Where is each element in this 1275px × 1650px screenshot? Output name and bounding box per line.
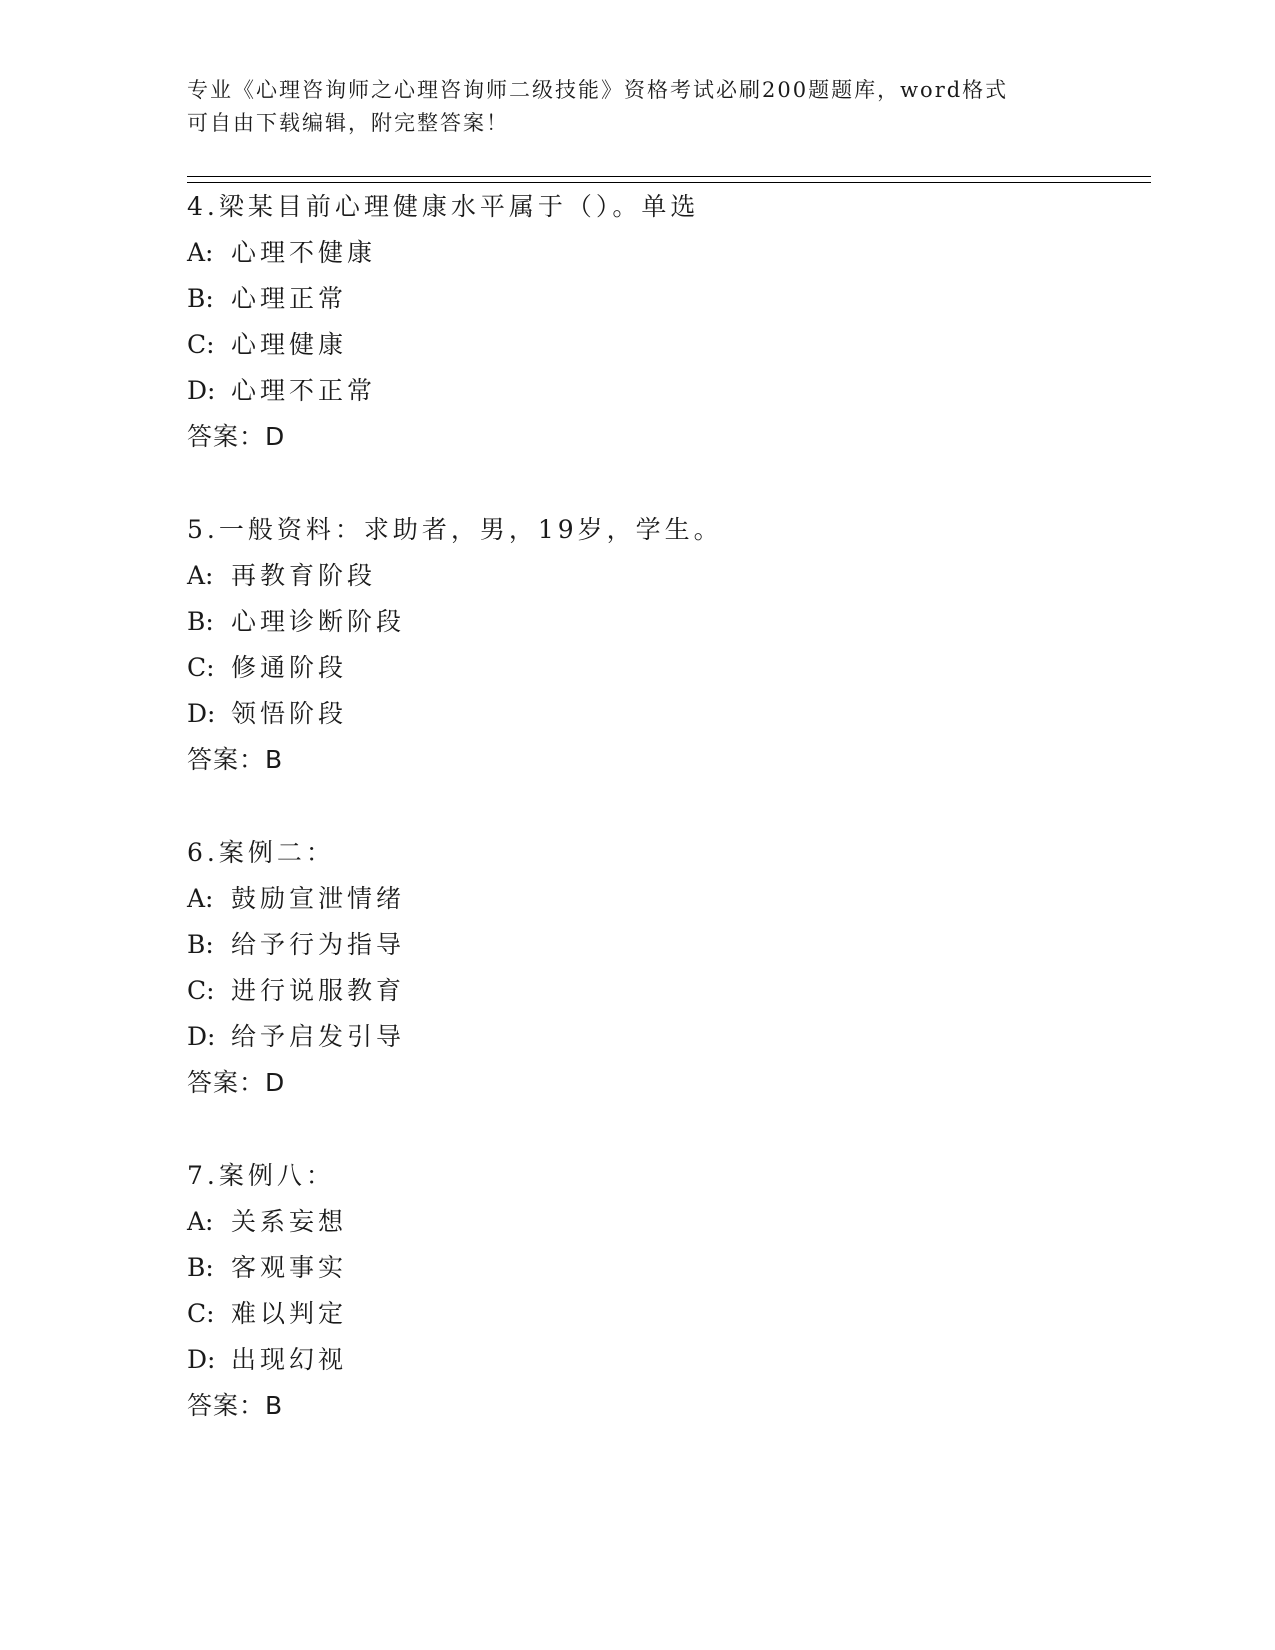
option-letter: C: <box>187 330 215 359</box>
option-d <box>187 1337 1147 1383</box>
header-line-1: 专业《心理咨询师之心理咨询师二级技能》资格考试必刷200题题库，word格式 <box>187 78 1009 102</box>
option-text: 心理健康 <box>231 330 348 359</box>
option-c <box>187 322 1147 368</box>
option-a <box>187 876 1147 922</box>
question-stem: 6.案例二： <box>187 838 335 867</box>
option-text: 心理不正常 <box>231 376 377 405</box>
option-d <box>187 368 1147 414</box>
option-text: 再教育阶段 <box>231 561 377 590</box>
option-text: 难以判定 <box>231 1299 348 1328</box>
header-line-2: 可自由下载编辑，附完整答案！ <box>187 111 509 135</box>
question-block <box>187 830 1147 1106</box>
option-b <box>187 1245 1147 1291</box>
question-block <box>187 1153 1147 1429</box>
question-block <box>187 507 1147 783</box>
answer-line: 答案：D <box>187 422 286 451</box>
option-a <box>187 553 1147 599</box>
option-a <box>187 1199 1147 1245</box>
question-stem: 7.案例八： <box>187 1161 335 1190</box>
option-letter: B: <box>187 930 214 959</box>
option-text: 鼓励宣泄情绪 <box>231 884 406 913</box>
question-stem: 4.梁某目前心理健康水平属于（）。单选 <box>187 192 700 221</box>
option-text: 给予启发引导 <box>231 1022 406 1051</box>
option-letter: D: <box>187 1022 216 1051</box>
option-c <box>187 645 1147 691</box>
option-text: 心理正常 <box>231 284 348 313</box>
option-letter: D: <box>187 699 216 728</box>
option-text: 心理诊断阶段 <box>231 607 406 636</box>
option-b <box>187 276 1147 322</box>
header-divider-top <box>187 176 1151 177</box>
option-text: 客观事实 <box>231 1253 348 1282</box>
option-text: 心理不健康 <box>231 238 377 267</box>
option-b <box>187 599 1147 645</box>
option-letter: D: <box>187 1345 216 1374</box>
header-divider-bottom <box>187 182 1151 183</box>
option-d <box>187 691 1147 737</box>
option-letter: D: <box>187 376 216 405</box>
option-text: 领悟阶段 <box>231 699 348 728</box>
option-letter: B: <box>187 607 214 636</box>
option-a <box>187 230 1147 276</box>
option-letter: A: <box>187 1207 214 1236</box>
option-letter: C: <box>187 653 215 682</box>
option-b <box>187 922 1147 968</box>
option-text: 关系妄想 <box>231 1207 348 1236</box>
option-d <box>187 1014 1147 1060</box>
option-letter: A: <box>187 884 214 913</box>
option-letter: C: <box>187 976 215 1005</box>
option-c <box>187 1291 1147 1337</box>
question-block <box>187 184 1147 460</box>
option-letter: B: <box>187 1253 214 1282</box>
answer-line: 答案：B <box>187 745 284 774</box>
option-c <box>187 968 1147 1014</box>
option-letter: A: <box>187 238 214 267</box>
question-stem: 5.一般资料：求助者，男，19岁，学生。 <box>187 515 723 544</box>
option-letter: A: <box>187 561 214 590</box>
option-letter: B: <box>187 284 214 313</box>
answer-line: 答案：B <box>187 1391 284 1420</box>
option-text: 修通阶段 <box>231 653 348 682</box>
document-header <box>187 74 1087 140</box>
option-text: 进行说服教育 <box>231 976 406 1005</box>
option-text: 出现幻视 <box>231 1345 348 1374</box>
option-letter: C: <box>187 1299 215 1328</box>
answer-line: 答案：D <box>187 1068 286 1097</box>
option-text: 给予行为指导 <box>231 930 406 959</box>
